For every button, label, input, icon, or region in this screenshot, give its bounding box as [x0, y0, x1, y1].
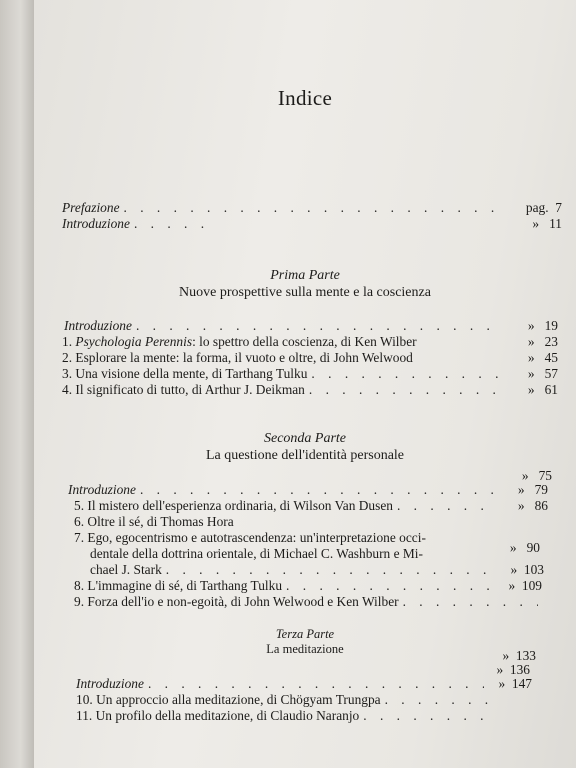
- part1-subtitle: Nuove prospettive sulla mente e la coscienza: [179, 285, 431, 300]
- toc-entry-1: 1. Psychologia Perennis: lo spettro della coscienza, di Ken Wilber » 23: [62, 334, 558, 349]
- toc-entry-4: 4. Il significato di tutto, di Arthur J. Deikman . . . » 61: [62, 382, 558, 398]
- part3-heading: Terza Parte: [275, 627, 335, 641]
- part3-page-136: » 136: [496, 662, 530, 677]
- book-spine-edge: [0, 0, 34, 768]
- part2-page-75: » 75: [521, 468, 552, 483]
- part3-subtitle: La meditazione: [266, 642, 344, 656]
- toc-entry-5: 5. Il mistero dell'esperienza ordinaria, di Wilson Van Dusen . . . » 86: [74, 498, 548, 514]
- toc-entry-7-line3: chael J. Stark . . . » 103: [90, 562, 544, 578]
- part3-introduzione: Introduzione . . . » 147: [76, 676, 532, 692]
- part2-introduzione: Introduzione . . . » 79: [68, 482, 548, 498]
- part2-subtitle: La questione dell'identità personale: [205, 448, 405, 463]
- part2-heading: Seconda Parte: [263, 431, 347, 446]
- leader-dots: [134, 216, 204, 232]
- toc-entry-9: 9. Forza dell'io e non-egoità, di John Welwood e Ken Wilber . . .: [74, 594, 542, 610]
- page-title: Indice: [277, 86, 333, 110]
- toc-entry-7-line2: dentale della dottrina orientale, di Michael C. Washburn e Mi-: [90, 546, 423, 561]
- part3-page-133: » 133: [502, 648, 536, 663]
- toc-entry-2: 2. Esplorare la mente: la forma, il vuoto e oltre, di John Welwood » 45: [62, 350, 558, 365]
- toc-entry-prefazione: Prefazione . . . pag. 7: [62, 200, 562, 216]
- toc-entry-7-line1: 7. Ego, egocentrismo e autotrascendenza: un'interpretazione occi-: [74, 530, 426, 545]
- toc-entry-3: 3. Una visione della mente, di Tarthang Tulku . . . » 57: [62, 366, 558, 382]
- part1-introduzione: Introduzione . . . » 19: [64, 318, 558, 334]
- toc-entry-6: 6. Oltre il sé, di Thomas Hora: [74, 514, 234, 529]
- part2-page-90: » 90: [509, 540, 540, 555]
- leader-dots: [124, 200, 498, 216]
- toc-entry-10: 10. Un approccio alla meditazione, di Chögyam Trungpa . . .: [76, 692, 496, 708]
- toc-entry-introduzione: Introduzione . . . » 11: [62, 216, 562, 232]
- part1-heading: Prima Parte: [270, 268, 340, 283]
- toc-entry-8: 8. L'immagine di sé, di Tarthang Tulku . . . » 109: [74, 578, 542, 594]
- toc-entry-11: 11. Un profilo della meditazione, di Claudio Naranjo . . .: [76, 708, 496, 724]
